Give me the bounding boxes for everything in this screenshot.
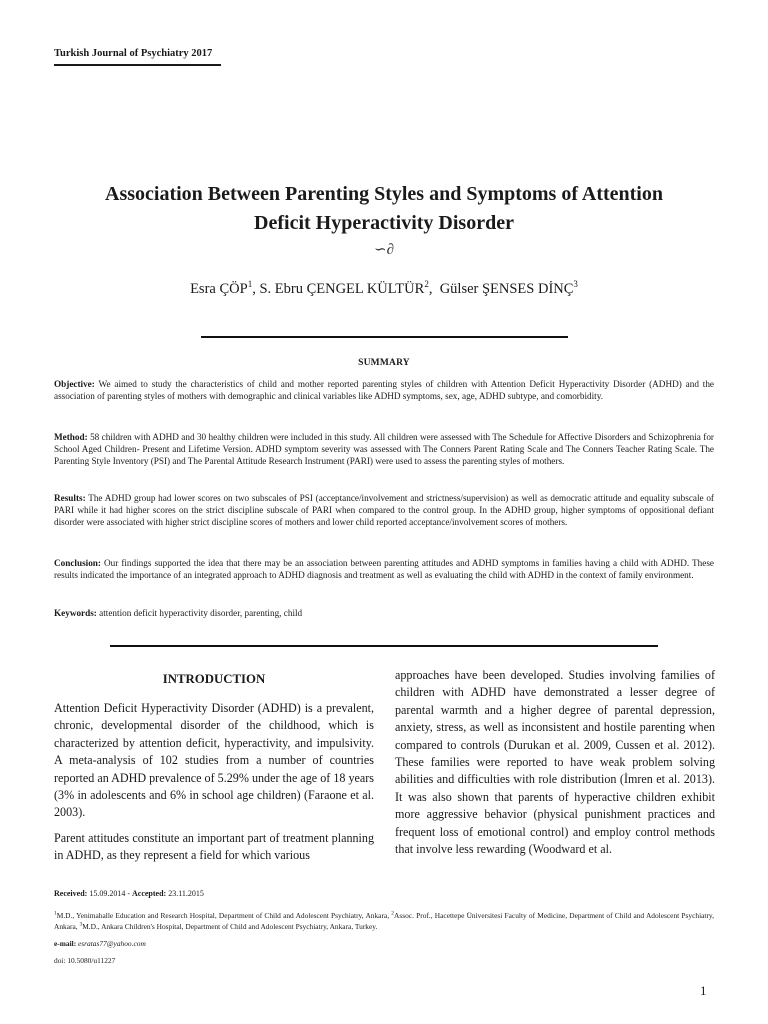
abstract-results bbox=[54, 492, 714, 529]
accepted-date: 23.11.2015 bbox=[166, 889, 204, 898]
email-address[interactable]: esratas77@yahoo.com bbox=[76, 939, 146, 948]
results-label: Results: bbox=[54, 493, 86, 503]
affiliation-text: Assoc. Prof., Hacettepe Üniversitesi Faculty of Medicine, Department of Child and Adolescent Psychiatry, Ankara, bbox=[54, 911, 714, 931]
abstract-objective bbox=[54, 378, 714, 402]
received-date: 15.09.2014 - bbox=[87, 889, 132, 898]
body-paragraph: approaches have been developed. Studies involving families of children with ADHD have demonstrated a lesser degree of parental warmth and a higher degree of parental depression, anxiety, stress, as well as inconsistent and hostile parenting when compared to controls (Durukan et al. 2009, Cussen et al. 2012). These families were reported to have weak problem solving abilities and difficulties with role distribution (İmren et al. 2013). It was also shown that parents of hyperactive children exhibit more aggressive behavior (physical punishment practices and frequent loss of emotional control) and employ control methods that involve less rewarding (Woodward et al. bbox=[395, 668, 715, 857]
affiliation-number: 2 bbox=[391, 910, 395, 917]
journal-header: Turkish Journal of Psychiatry 2017 bbox=[54, 48, 213, 59]
affiliation-number: 1 bbox=[54, 910, 57, 917]
article-title-line-2: Deficit Hyperactivity Disorder bbox=[254, 212, 514, 234]
conclusion-label: Conclusion: bbox=[54, 558, 101, 568]
article-title bbox=[40, 180, 728, 238]
author-name: Gülser ŞENSES DİNÇ bbox=[439, 281, 574, 297]
affiliation-text: M.D., Ankara Children's Hospital, Department of Child and Adolescent Psychiatry, Ankara, Turkey. bbox=[82, 922, 378, 931]
received-label: Received: bbox=[54, 889, 88, 898]
introduction-heading: INTRODUCTION bbox=[162, 672, 266, 686]
conclusion-text: Our findings supported the idea that there may be an association between parenting attitudes and ADHD symptoms in families having a child with ADHD. These results indicated the importance of an integrated approach to ADHD diagnosis and treatment as well as evaluating the child with ADHD in the context of family environment. bbox=[54, 558, 714, 581]
abstract-conclusion bbox=[54, 557, 714, 581]
author-name: S. Ebru ÇENGEL KÜLTÜR bbox=[259, 281, 425, 297]
method-text: 58 children with ADHD and 30 healthy children were included in this study. All children were assessed with The Schedule for Affective Disorders and Schizophrenia for School Aged Children- Present and Lifetime Version. ADHD symptom severity was assessed with The Conners Parent Rating Scale and The Conners Teacher Rating Scale. The Parenting Style Inventory (PSI) and The Parental Attitude Research Instrument (PARI) were used to assess the parenting styles of mothers. bbox=[54, 432, 714, 467]
author-affiliation-number: 3 bbox=[573, 279, 578, 290]
objective-text: We aimed to study the characteristics of child and mother reported parenting styles of children with Attention Deficit Hyperactivity Disorder (ADHD) and the association of parenting styles of mothers with demographic and clinical variables like ADHD symptoms, sex, age, ADHD subtype, and comorbidity. bbox=[54, 379, 714, 402]
body-paragraph: Parent attitudes constitute an important part of treatment planning in ADHD, as they represent a field for which various bbox=[54, 830, 374, 863]
keywords-label: Keywords: bbox=[54, 608, 97, 618]
journal-header-rule bbox=[54, 64, 221, 66]
page-number: 1 bbox=[700, 983, 707, 998]
method-label: Method: bbox=[54, 432, 88, 442]
affiliation-text: M.D., Yenimahalle Education and Research Hospital, Department of Child and Adolescent Psychiatry, Ankara, bbox=[56, 911, 392, 920]
author-affiliation-number: 2 bbox=[424, 279, 429, 290]
summary-heading: SUMMARY bbox=[358, 358, 410, 368]
author-affiliation-number: 1 bbox=[247, 279, 253, 290]
abstract-keywords bbox=[54, 607, 714, 619]
abstract-method bbox=[54, 431, 714, 468]
accepted-label: Accepted: bbox=[132, 889, 167, 898]
objective-label: Objective: bbox=[54, 379, 95, 389]
body-paragraph: Attention Deficit Hyperactivity Disorder (ADHD) is a prevalent, chronic, developmental disorder of the childhood, which is characterized by attention deficit, hyperactivity, and impulsivity. A meta-analysis of 102 studies from a number of countries reported an ADHD prevalence of 5.29% under the age of 18 years (3% in adolescents and 6% in school age children) (Faraone et al. 2003). bbox=[54, 701, 374, 820]
received-accepted-dates bbox=[54, 889, 204, 898]
doi: doi: 10.5080/u11227 bbox=[54, 956, 116, 965]
author-name: Esra ÇÖP bbox=[190, 281, 248, 297]
body-right-column bbox=[395, 667, 715, 858]
ornament-flourish: ∽∂ bbox=[374, 242, 394, 258]
contact-email bbox=[54, 939, 146, 948]
affiliation-number: 3 bbox=[79, 921, 83, 928]
affiliations bbox=[54, 910, 714, 932]
results-text: The ADHD group had lower scores on two subscales of PSI (acceptance/involvement and strictness/supervision) as well as democratic attitude and equality subscale of PARI while it had higher scores on the strict discipline subscale of PARI when compared to the control group. In the ADHD group, higher symptoms of oppositional defiant disorder were associated with higher strict discipline scores of mothers and lower child reported acceptance/involvement scores of mothers. bbox=[54, 493, 714, 528]
author-list: Esra ÇÖP$^1$, S. Ebru ÇENGEL KÜLTÜR$^2$, Gülser ŞENSES DİNÇ$^3$ bbox=[190, 279, 578, 297]
keywords-text: attention deficit hyperactivity disorder, parenting, child bbox=[96, 608, 303, 618]
email-label: e-mail: bbox=[54, 939, 77, 948]
summary-bottom-rule bbox=[110, 645, 658, 647]
article-title-line-1: Association Between Parenting Styles and Symptoms of Attention bbox=[105, 183, 663, 205]
body-left-column bbox=[54, 700, 374, 865]
summary-top-rule bbox=[201, 336, 568, 338]
